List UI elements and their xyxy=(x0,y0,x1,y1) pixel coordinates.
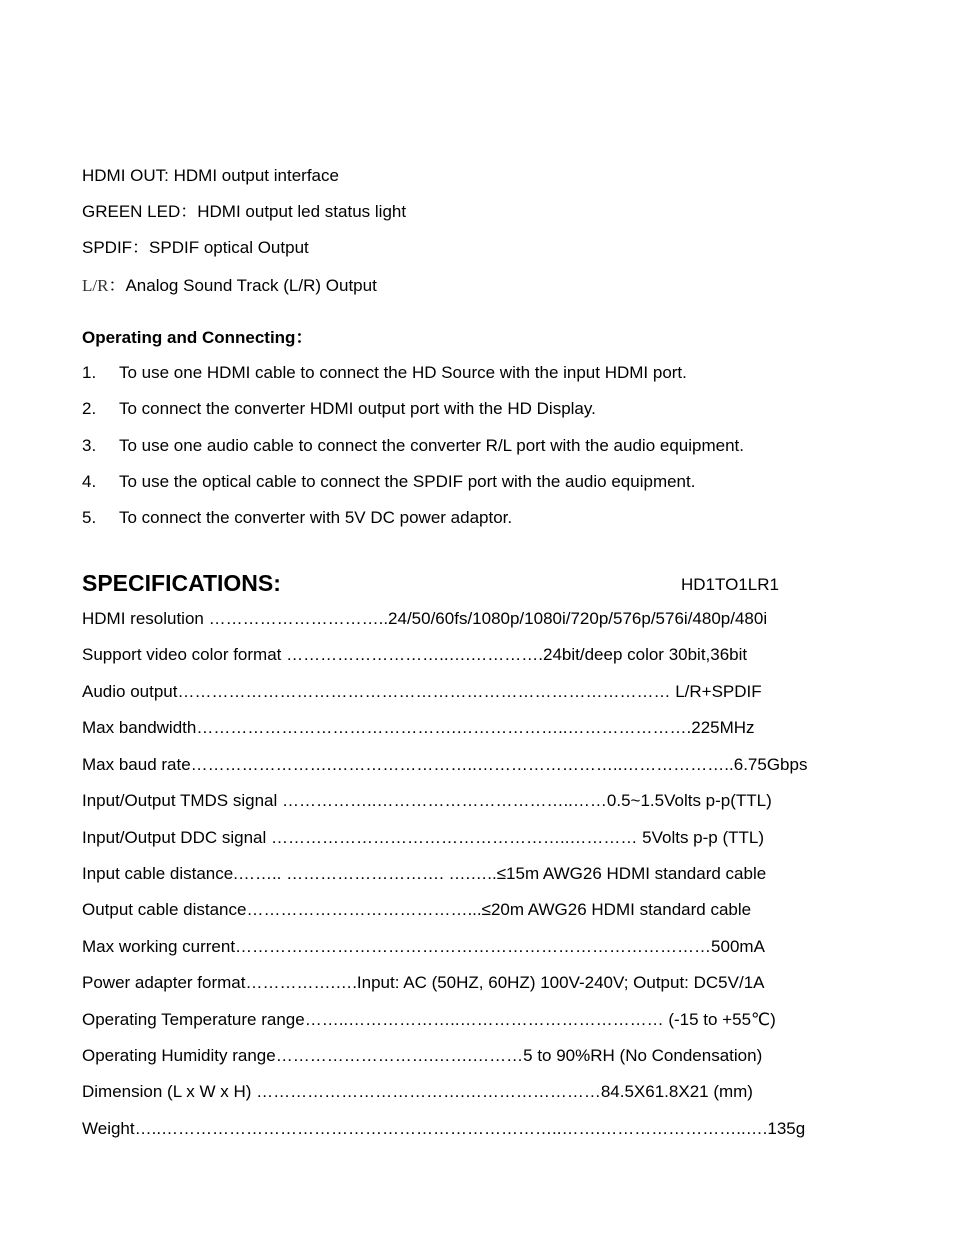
step-number: 3. xyxy=(82,436,97,455)
interface-green-led: GREEN LED：HDMI output led status light xyxy=(82,202,407,221)
step-text: To connect the converter with 5V DC power adaptor. xyxy=(119,508,513,527)
spec-row-ddc-signal: Input/Output DDC signal ……………………………………………..………… 5Volts p-p (TTL) xyxy=(82,828,765,847)
operating-step xyxy=(82,472,695,492)
operating-step xyxy=(82,363,687,383)
spec-row-input-cable: Input cable distance.…….. ………………………. ….…..≤15m AWG26 HDMI standard cable xyxy=(82,864,767,883)
step-text: To use the optical cable to connect the SPDIF port with the audio equipment. xyxy=(119,472,696,491)
step-number: 2. xyxy=(82,399,97,418)
interface-lr xyxy=(82,276,377,296)
step-number: 1. xyxy=(82,363,97,382)
spec-row-tmds-signal: Input/Output TMDS signal ……………..……………………………..……0.5~1.5Volts p-p(TTL) xyxy=(82,791,772,810)
spec-row-dimension: Dimension (L x W x H) ……………………………….……………………84.5X61.8X21 (mm) xyxy=(82,1082,753,1101)
specifications-title: SPECIFICATIONS: xyxy=(82,570,281,596)
spec-row-color-format: Support video color format ………………………..….………….24bit/deep color 30bit,36bit xyxy=(82,645,748,664)
spec-row-power-adapter: Power adapter format…………….….Input: AC (50HZ, 60HZ) 100V-240V; Output: DC5V/1A xyxy=(82,973,765,992)
spec-row-hdmi-resolution: HDMI resolution …………………………..24/50/60fs/1080p/1080i/720p/576p/576i/480p/480i xyxy=(82,609,768,628)
interface-lr-label: ：Analog Sound Track (L/R) Output xyxy=(108,276,377,295)
spec-row-weight: Weight…..……………………………………………………………..…….……………………..….135g xyxy=(82,1119,806,1138)
model-number: HD1TO1LR1 xyxy=(681,575,779,594)
spec-row-output-cable: Output cable distance…………………………………...≤20m AWG26 HDMI standard cable xyxy=(82,900,752,919)
spec-row-max-current: Max working current…………………………………………………………………………500mA xyxy=(82,937,765,956)
step-number: 5. xyxy=(82,508,97,527)
spec-row-temperature: Operating Temperature range……..………………..……………………………… (-15 to +55℃) xyxy=(82,1010,776,1029)
interface-lr-prefix: L/R xyxy=(82,276,109,295)
spec-row-max-bandwidth: Max bandwidth……………………………………….………………..………………….225MHz xyxy=(82,718,755,737)
operating-step xyxy=(82,399,596,419)
interface-hdmi-out: HDMI OUT: HDMI output interface xyxy=(82,166,339,185)
operating-heading: Operating and Connecting： xyxy=(82,328,313,347)
spec-row-humidity: Operating Humidity range……………………….…….………5 to 90%RH (No Condensation) xyxy=(82,1046,763,1065)
spec-row-max-baud-rate: Max baud rate…………………….……………………..……………………..………………..6.75Gbps xyxy=(82,755,808,774)
operating-step xyxy=(82,436,744,456)
operating-step xyxy=(82,508,512,528)
step-text: To connect the converter HDMI output port with the HD Display. xyxy=(119,399,596,418)
spec-row-audio-output: Audio output…………………………………………………………………………… L/R+SPDIF xyxy=(82,682,762,701)
step-text: To use one HDMI cable to connect the HD Source with the input HDMI port. xyxy=(119,363,687,382)
interface-spdif: SPDIF：SPDIF optical Output xyxy=(82,238,309,257)
step-number: 4. xyxy=(82,472,97,491)
step-text: To use one audio cable to connect the converter R/L port with the audio equipment. xyxy=(119,436,744,455)
